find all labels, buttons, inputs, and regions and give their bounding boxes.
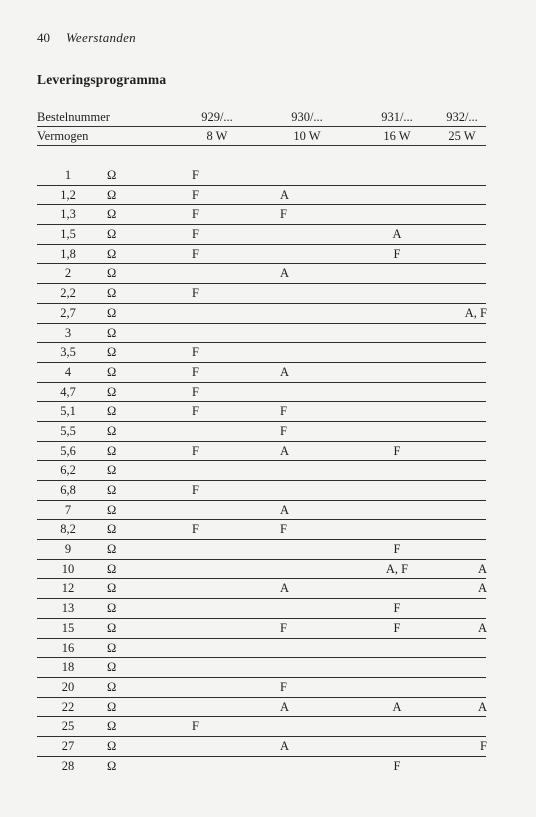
ohm-unit: Ω: [107, 542, 117, 557]
resistance-value: 2,7: [60, 305, 76, 320]
col-932-power: 25 W: [448, 128, 476, 143]
cell-931: F: [393, 542, 401, 557]
cell-930: F: [280, 522, 287, 537]
running-title: Weerstanden: [66, 30, 136, 45]
cell-930: F: [280, 207, 287, 222]
resistance-value: 15: [61, 620, 75, 635]
table-row: [37, 461, 486, 481]
resistance-value: 13: [61, 601, 75, 616]
resistance-value: 4: [64, 364, 72, 379]
table-row: [37, 579, 486, 599]
table-row: [37, 225, 486, 245]
resistance-value: 1,3: [60, 207, 76, 222]
table-row: [37, 501, 486, 521]
resistance-value: 1,5: [60, 227, 76, 242]
table-row: [37, 422, 486, 442]
ohm-unit: Ω: [107, 227, 117, 242]
ohm-unit: Ω: [107, 463, 117, 478]
table-row: [37, 599, 486, 619]
resistance-value: 27: [61, 738, 75, 753]
cell-930: F: [280, 423, 287, 438]
ohm-unit: Ω: [107, 522, 117, 537]
table-row: [37, 757, 486, 776]
cell-930: A: [280, 364, 290, 379]
table-row: [37, 639, 486, 659]
cell-931: F: [393, 601, 401, 616]
resistance-value: 8,2: [60, 522, 76, 537]
cell-929: F: [192, 227, 199, 242]
page-header: [37, 30, 136, 46]
cell-929: F: [192, 522, 199, 537]
table-row: [37, 442, 486, 462]
cell-929: F: [192, 168, 199, 182]
header-row-power: [37, 127, 486, 146]
resistance-value: 16: [61, 640, 75, 655]
cell-930: F: [280, 620, 287, 635]
cell-929: F: [192, 404, 199, 419]
ohm-unit: Ω: [107, 286, 117, 301]
table-row: [37, 540, 486, 560]
resistance-value: 5,6: [60, 443, 76, 458]
table-row: [37, 698, 486, 718]
ohm-unit: Ω: [107, 660, 117, 675]
cell-932: A, F: [464, 305, 487, 320]
col-930-power: 10 W: [293, 128, 321, 143]
col-929-order: 929/...: [201, 109, 233, 124]
ohm-unit: Ω: [107, 207, 117, 222]
cell-929: F: [192, 286, 199, 301]
ohm-unit: Ω: [107, 384, 117, 399]
ohm-unit: Ω: [107, 443, 117, 458]
resistance-value: 5,5: [60, 423, 76, 438]
table-row: [37, 717, 486, 737]
table-row: [37, 205, 486, 225]
table-row: [37, 658, 486, 678]
col-932-order: 932/...: [446, 109, 478, 124]
resistance-value: 1: [64, 168, 72, 182]
table-row: [37, 304, 486, 324]
resistance-value: 12: [61, 581, 75, 596]
cell-929: F: [192, 364, 199, 379]
ohm-unit: Ω: [107, 168, 117, 182]
resistance-value: 4,7: [60, 384, 76, 399]
cell-930: A: [280, 266, 290, 281]
cell-931: F: [393, 620, 401, 635]
cell-929: F: [192, 187, 199, 202]
table-row: [37, 324, 486, 344]
resistance-value: 5,1: [60, 404, 76, 419]
cell-931: A, F: [385, 561, 409, 576]
table-row: [37, 284, 486, 304]
cell-929: F: [192, 345, 199, 360]
cell-929: F: [192, 207, 199, 222]
power-label: Vermogen: [37, 128, 89, 143]
ohm-unit: Ω: [107, 246, 117, 261]
resistance-value: 20: [61, 679, 75, 694]
table-row: [37, 619, 486, 639]
table-row: [37, 402, 486, 422]
resistance-value: 6,8: [60, 483, 76, 497]
ohm-unit: Ω: [107, 679, 117, 694]
table-row: [37, 343, 486, 363]
cell-929: F: [192, 483, 199, 497]
cell-929: F: [192, 246, 199, 261]
ohm-unit: Ω: [107, 364, 117, 379]
resistance-value: 7: [64, 502, 72, 517]
col-931-order: 931/...: [381, 109, 413, 124]
resistance-value: 3,5: [60, 345, 76, 360]
ohm-unit: Ω: [107, 266, 117, 281]
cell-930: A: [280, 581, 290, 596]
resistance-value: 22: [61, 699, 75, 714]
resistance-value: 10: [61, 561, 75, 576]
col-929-power: 8 W: [206, 128, 228, 143]
ohm-unit: Ω: [107, 502, 117, 517]
ohm-unit: Ω: [107, 305, 117, 320]
table-row: [37, 245, 486, 265]
cell-932: A: [477, 620, 487, 635]
ohm-unit: Ω: [107, 423, 117, 438]
ohm-unit: Ω: [107, 325, 117, 340]
table-row: [37, 737, 486, 757]
cell-930: A: [280, 738, 290, 753]
ohm-unit: Ω: [107, 738, 117, 753]
resistance-value: 1,2: [60, 187, 76, 202]
ohm-unit: Ω: [107, 561, 117, 576]
ohm-unit: Ω: [107, 699, 117, 714]
cell-930: A: [280, 699, 290, 714]
cell-931: F: [393, 758, 401, 773]
cell-931: F: [393, 246, 401, 261]
cell-929: F: [192, 384, 199, 399]
col-930-order: 930/...: [291, 109, 323, 124]
resistance-value: 3: [64, 325, 72, 340]
col-931-power: 16 W: [383, 128, 411, 143]
ohm-unit: Ω: [107, 483, 117, 497]
ohm-unit: Ω: [107, 758, 117, 773]
table-row: [37, 363, 486, 383]
order-number-label: Bestelnummer: [37, 109, 110, 124]
cell-930: F: [280, 404, 287, 419]
header-row-order-number: [37, 108, 486, 127]
ohm-unit: Ω: [107, 581, 117, 596]
resistance-value: 28: [61, 758, 75, 773]
cell-929: F: [192, 443, 199, 458]
table-row: [37, 264, 486, 284]
ohm-unit: Ω: [107, 404, 117, 419]
cell-931: F: [393, 443, 401, 458]
section-title: Leveringsprogramma: [37, 72, 167, 87]
cell-930: A: [280, 502, 290, 517]
cell-930: F: [280, 679, 287, 694]
resistance-value: 2: [64, 266, 72, 281]
cell-931: A: [392, 227, 402, 242]
table-row: [37, 520, 486, 540]
cell-932: A: [477, 581, 487, 596]
ohm-unit: Ω: [107, 187, 117, 202]
table-row: [37, 560, 486, 580]
resistance-value: 2,2: [60, 286, 76, 301]
resistance-value: 25: [61, 719, 75, 734]
cell-932: A: [477, 561, 487, 576]
ohm-unit: Ω: [107, 719, 117, 734]
table-row: [37, 383, 486, 403]
ohm-unit: Ω: [107, 640, 117, 655]
table-row: [37, 166, 486, 186]
cell-931: A: [392, 699, 402, 714]
cell-930: A: [280, 443, 290, 458]
ohm-unit: Ω: [107, 601, 117, 616]
cell-932: A: [477, 699, 487, 714]
cell-932: F: [480, 738, 487, 753]
resistance-value: 18: [61, 660, 75, 675]
table-row: [37, 678, 486, 698]
resistance-value: 6,2: [60, 463, 76, 478]
resistance-value: 1,8: [60, 246, 76, 261]
resistor-table-body: [37, 166, 486, 775]
table-row: [37, 186, 486, 206]
table-row: [37, 481, 486, 501]
page-number: 40: [37, 30, 50, 45]
cell-929: F: [192, 719, 199, 734]
ohm-unit: Ω: [107, 620, 117, 635]
resistance-value: 9: [64, 542, 72, 557]
ohm-unit: Ω: [107, 345, 117, 360]
cell-930: A: [280, 187, 290, 202]
